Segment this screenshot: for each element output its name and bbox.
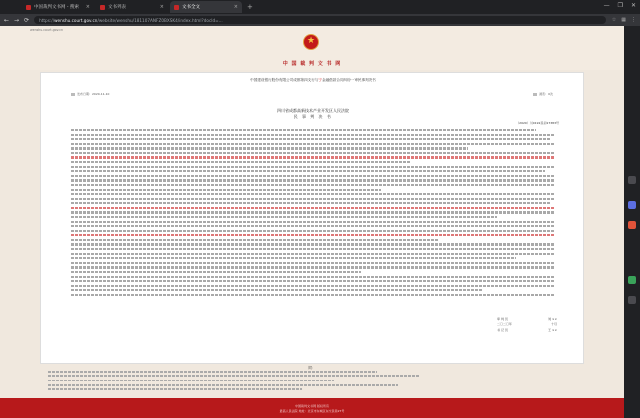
url-scheme: https://	[39, 17, 55, 23]
text-line	[71, 134, 555, 136]
note-line	[48, 380, 334, 382]
text-line	[71, 294, 555, 296]
title-suffix: 金融借款合同纠纷一审民事判决书	[321, 78, 376, 82]
text-line	[71, 193, 555, 195]
browser-toolbar	[0, 14, 640, 26]
reload-button[interactable]: ⟳	[24, 16, 30, 24]
signature-role: 二〇二〇年	[497, 322, 513, 327]
window-controls	[604, 2, 636, 9]
text-line	[71, 179, 555, 181]
court-favicon-icon	[100, 5, 105, 10]
close-tab-icon[interactable]: ×	[159, 4, 164, 10]
text-line	[71, 271, 361, 273]
text-line	[71, 211, 555, 213]
footer-line-1: 中国裁判文书网 版权所有	[295, 404, 329, 408]
court-name: 四川省成都高新技术产业开发区人民法院	[277, 108, 349, 113]
text-line	[71, 239, 439, 241]
site-url-label: wenshu.court.gov.cn	[30, 28, 63, 32]
signature-name: 王 ××	[548, 327, 557, 332]
tab-label: 文书全文	[182, 5, 200, 10]
close-tab-icon[interactable]: ×	[85, 4, 90, 10]
text-line	[71, 175, 555, 177]
note-line	[48, 375, 419, 377]
menu-icon[interactable]: ⋮	[631, 17, 636, 23]
text-line	[71, 221, 555, 223]
url-path: /website/wenshu/181107ANFZ0BXSK4/index.html?docId=...	[97, 17, 223, 23]
text-line	[71, 243, 555, 245]
forward-button[interactable]: →	[14, 16, 20, 24]
tab-search[interactable]	[22, 1, 94, 13]
note-line	[48, 384, 398, 386]
text-line	[71, 225, 555, 227]
page-viewport[interactable]	[0, 26, 624, 418]
calendar-icon	[71, 93, 75, 96]
tab-strip	[0, 0, 640, 14]
title-highlight: 宁	[318, 78, 322, 82]
publish-date	[71, 92, 109, 96]
side-panel-icon[interactable]	[628, 201, 636, 209]
site-header	[0, 26, 624, 70]
extensions-icon[interactable]: ▦	[621, 17, 626, 23]
judgment-body	[71, 129, 555, 298]
text-line	[71, 289, 482, 291]
text-line	[71, 276, 555, 278]
text-line	[71, 266, 555, 268]
text-line	[71, 166, 555, 168]
side-panel-icon[interactable]	[628, 276, 636, 284]
view-count	[533, 92, 553, 96]
national-emblem-icon	[298, 34, 324, 56]
signature-role: 审 判 员	[497, 317, 508, 321]
text-line	[71, 184, 555, 186]
signature-role: 书 记 员	[497, 327, 508, 332]
view-count-text: 浏览：0次	[539, 92, 553, 96]
tab-label: 中国裁判文书网 - 搜索	[34, 5, 79, 10]
close-tab-icon[interactable]: ×	[233, 4, 238, 10]
browser-side-panel	[624, 26, 640, 418]
bookmark-star-icon[interactable]: ☆	[611, 17, 617, 23]
document-meta	[71, 92, 553, 96]
url-host: wenshu.court.gov.cn	[54, 17, 98, 23]
text-line	[71, 216, 497, 218]
text-line	[71, 147, 468, 149]
court-favicon-icon	[26, 5, 31, 10]
signature-block	[497, 317, 557, 333]
case-number: （2020）川0191民初17383号	[516, 121, 559, 125]
document-kind: 民 事 判 决 书	[293, 114, 333, 119]
text-line	[71, 207, 555, 209]
title-prefix: 中国建设银行股份有限公司成都第四支行与	[250, 78, 319, 82]
note-line	[48, 371, 377, 373]
text-line	[71, 170, 545, 172]
text-line	[71, 189, 381, 191]
text-line	[71, 156, 555, 158]
side-panel-icon[interactable]	[628, 296, 636, 304]
note-line	[48, 388, 302, 390]
text-line	[71, 161, 410, 163]
toolbar-icons	[612, 17, 636, 23]
text-line	[71, 280, 555, 282]
court-favicon-icon	[174, 5, 179, 10]
signature-name: 十月	[550, 322, 557, 327]
tab-fulltext[interactable]	[170, 1, 242, 13]
close-window-button[interactable]: ✕	[630, 2, 636, 9]
text-line	[71, 152, 555, 154]
document-title	[41, 78, 585, 83]
signature-name: 刘 ××	[548, 317, 557, 321]
publish-date-text: 发布日期：2020-11-10	[77, 92, 110, 96]
text-line	[71, 253, 555, 255]
text-line	[71, 230, 555, 232]
text-line	[71, 257, 516, 259]
text-line	[71, 248, 555, 250]
notes-title: 附：	[308, 366, 316, 370]
text-line	[71, 262, 555, 264]
back-button[interactable]: ←	[4, 16, 10, 24]
site-brand[interactable]: 中 国 裁 判 文 书 网	[282, 61, 342, 67]
text-line	[71, 138, 550, 140]
site-footer	[0, 398, 624, 418]
side-panel-icon[interactable]	[628, 176, 636, 184]
footer-line-2: 最高人民法院 地址：北京市东城区东交民巷27号	[279, 409, 345, 413]
maximize-button[interactable]: ❐	[617, 2, 623, 9]
text-line	[71, 285, 555, 287]
eye-icon	[533, 93, 537, 96]
text-line	[71, 143, 555, 145]
side-panel-icon[interactable]	[628, 221, 636, 229]
new-tab-button[interactable]: +	[247, 3, 253, 11]
text-line	[71, 198, 555, 200]
signature-row	[497, 328, 557, 333]
text-line	[71, 202, 550, 204]
minimize-button[interactable]: —	[603, 2, 610, 9]
tab-label: 文书列表	[108, 5, 126, 10]
legal-notes	[48, 371, 578, 392]
text-line	[71, 129, 536, 131]
address-bar[interactable]	[34, 16, 606, 24]
judgment-document	[40, 72, 584, 364]
tab-list[interactable]	[96, 1, 168, 13]
text-line	[71, 234, 555, 236]
